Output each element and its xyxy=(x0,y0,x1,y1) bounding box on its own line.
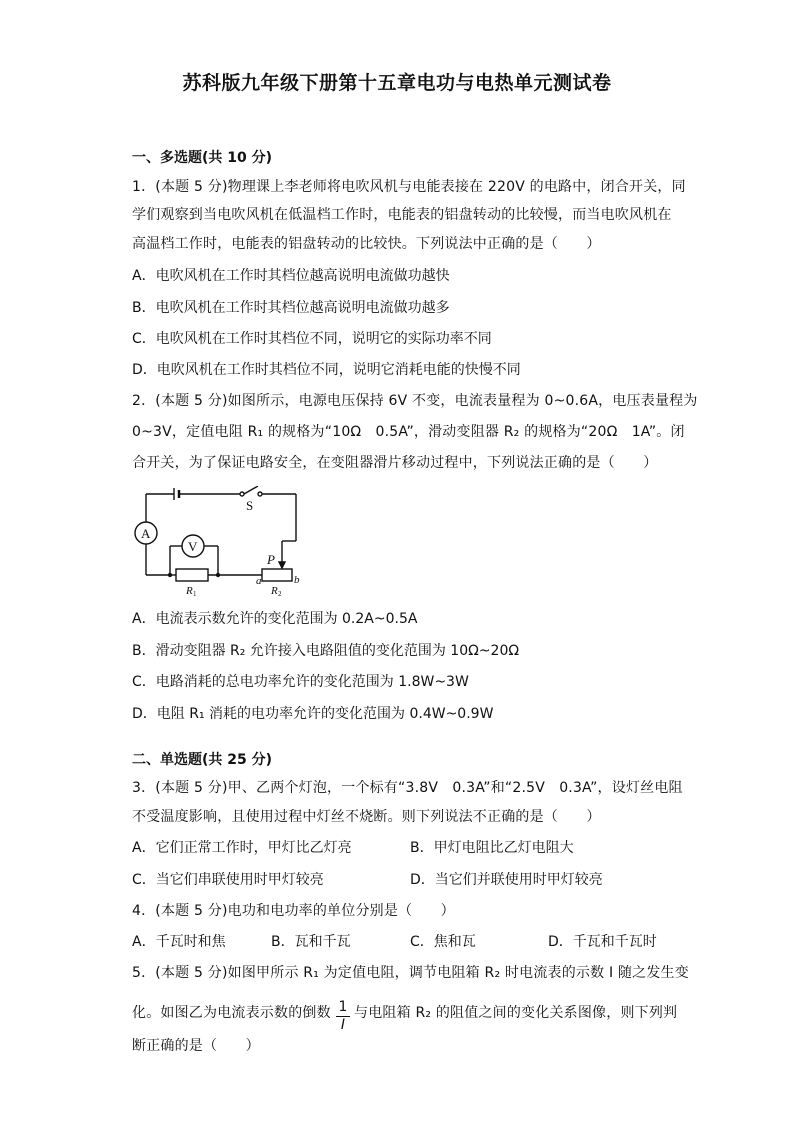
q3-option-a: A．它们正常工作时，甲灯比乙灯亮 xyxy=(132,840,352,856)
q5-line-3: 断正确的是（ ） xyxy=(132,1038,260,1054)
q4-option-a: A．千瓦时和焦 xyxy=(132,934,226,950)
ammeter-label: A xyxy=(141,526,151,541)
q3-line-1: 3．(本题 5 分)甲、乙两个灯泡，一个标有“3.8V 0.3A”和“2.5V 0.3A”，设灯丝电阻 xyxy=(132,780,683,796)
q1-line-3: 高温档工作时，电能表的铝盘转动的比较快。下列说法中正确的是（ ） xyxy=(132,236,601,252)
q3-line-2: 不受温度影响，且使用过程中灯丝不烧断。则下列说法不正确的是（ ） xyxy=(132,809,601,825)
circuit-diagram xyxy=(130,486,310,596)
switch-label: S xyxy=(246,498,254,513)
q2-option-d: D．电阻 R₁ 消耗的电功率允许的变化范围为 0.4W~0.9W xyxy=(132,706,494,722)
q5-line-2a: 化。如图乙为电流表示数的倒数 xyxy=(132,1005,331,1021)
fraction-numerator: 1 xyxy=(338,999,348,1015)
section-heading-multi: 一、多选题(共 10 分) xyxy=(132,150,273,166)
r1-label-sub: 1 xyxy=(193,590,197,596)
q3-option-d: D．当它们并联使用时甲灯较亮 xyxy=(410,872,603,888)
q1-line-1: 1．(本题 5 分)物理课上李老师将电吹风机与电能表接在 220V 的电路中，闭合开关，同 xyxy=(132,179,686,195)
q5-line-2b: 与电阻箱 R₂ 的阻值之间的变化关系图像，则下列判 xyxy=(354,1005,678,1021)
q1-option-c: C．电吹风机在工作时其档位不同，说明它的实际功率不同 xyxy=(132,331,492,347)
rheostat-end-b: b xyxy=(294,574,300,586)
fraction-denominator: I xyxy=(340,1017,346,1033)
q1-line-2: 学们观察到当电吹风机在低温档工作时，电能表的铝盘转动的比较慢，而当电吹风机在 xyxy=(132,207,672,223)
q5-line-1: 5．(本题 5 分)如图甲所示 R₁ 为定值电阻，调节电阻箱 R₂ 时电流表的示数 I 随之发生变 xyxy=(132,965,689,981)
reciprocal-fraction xyxy=(336,1000,350,1033)
voltmeter-label: V xyxy=(188,539,198,554)
r1-resistor xyxy=(176,569,208,581)
q2-line-2: 0~3V，定值电阻 R₁ 的规格为“10Ω 0.5A”，滑动变阻器 R₂ 的规格为“20Ω 1A”。闭 xyxy=(132,424,685,440)
slider-label: P xyxy=(267,552,275,567)
junction-dot-right xyxy=(216,573,220,577)
q4-option-d: D．千瓦和千瓦时 xyxy=(548,934,657,950)
r2-label-sub: 2 xyxy=(278,590,282,596)
section-heading-single: 二、单选题(共 25 分) xyxy=(132,752,273,768)
r1-label: R xyxy=(186,585,193,596)
q3-option-c: C．当它们串联使用时甲灯较亮 xyxy=(132,872,324,888)
switch-blade xyxy=(244,486,258,494)
page-title: 苏科版九年级下册第十五章电功与电热单元测试卷 xyxy=(182,72,612,94)
q4-option-c: C．焦和瓦 xyxy=(410,934,476,950)
r2-label: R xyxy=(271,585,278,596)
q1-option-d: D．电吹风机在工作时其档位不同，说明它消耗电能的快慢不同 xyxy=(132,362,521,378)
switch-contact xyxy=(258,492,262,496)
q1-option-b: B．电吹风机在工作时其档位越高说明电流做功越多 xyxy=(132,300,450,316)
q2-option-a: A．电流表示数允许的变化范围为 0.2A~0.5A xyxy=(132,611,418,627)
q2-line-3: 合开关，为了保证电路安全，在变阻器滑片移动过程中，下列说法正确的是（ ） xyxy=(132,455,658,471)
q4-line-1: 4．(本题 5 分)电功和电功率的单位分别是（ ） xyxy=(132,903,455,919)
q3-option-b: B．甲灯电阻比乙灯电阻大 xyxy=(410,840,574,856)
q4-option-b: B．瓦和千瓦 xyxy=(271,934,351,950)
rheostat-end-a: a xyxy=(256,575,262,587)
r2-rheostat xyxy=(262,569,292,581)
junction-dot-left xyxy=(168,573,172,577)
q2-option-c: C．电路消耗的总电功率允许的变化范围为 1.8W~3W xyxy=(132,674,469,690)
q2-line-1: 2．(本题 5 分)如图所示，电源电压保持 6V 不变，电流表量程为 0~0.6A，电压表量程为 xyxy=(132,393,698,409)
switch-pivot xyxy=(240,492,244,496)
q2-option-b: B．滑动变阻器 R₂ 允许接入电路阻值的变化范围为 10Ω~20Ω xyxy=(132,643,520,659)
q1-option-a: A．电吹风机在工作时其档位越高说明电流做功越快 xyxy=(132,268,450,284)
